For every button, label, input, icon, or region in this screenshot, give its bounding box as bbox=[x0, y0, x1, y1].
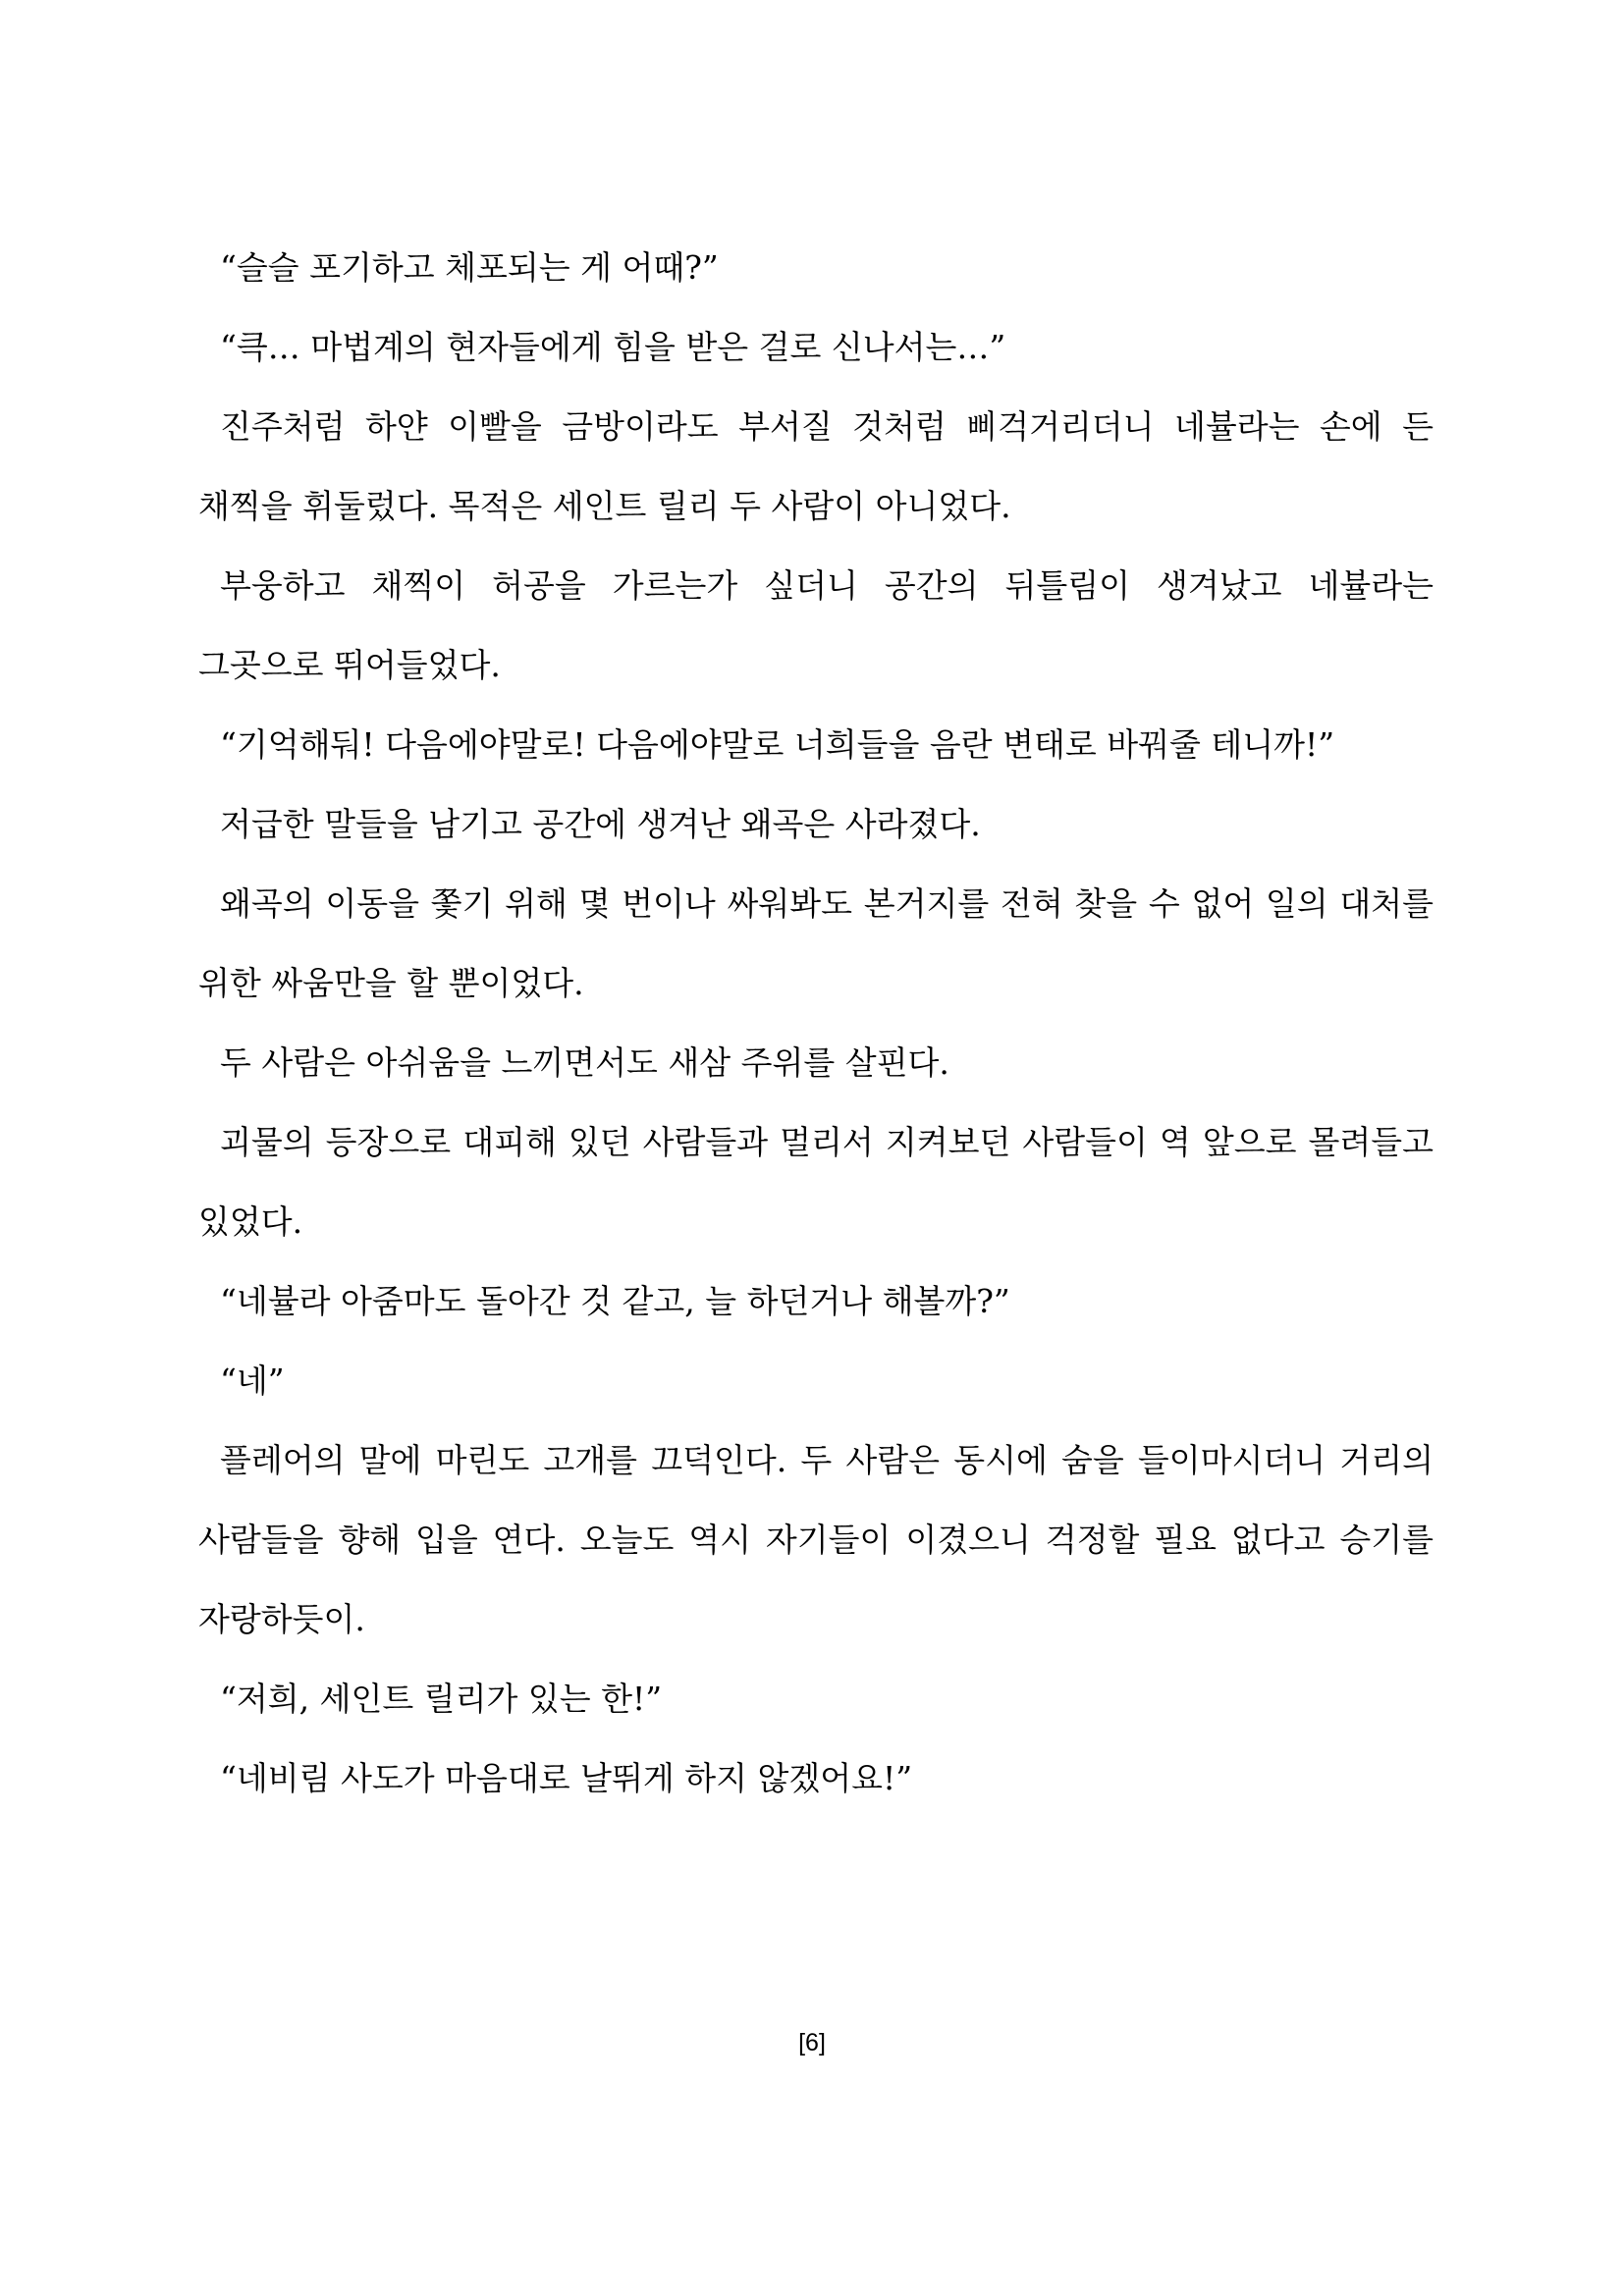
paragraph: “네비림 사도가 마음대로 날뛰게 하지 않겠어요!” bbox=[220, 1759, 913, 1797]
text-body bbox=[198, 228, 1434, 1818]
paragraph: 저급한 말들을 남기고 공간에 생겨난 왜곡은 사라졌다. bbox=[220, 805, 981, 843]
paragraph: “저희, 세인트 릴리가 있는 한!” bbox=[220, 1680, 663, 1718]
paragraph: 진주처럼 하얀 이빨을 금방이라도 부서질 것처럼 삐걱거리더니 네뷸라는 손에 든 채찍을 휘둘렀다. 목적은 세인트 릴리 두 사람이 아니었다. bbox=[198, 407, 1434, 525]
paragraph: 괴물의 등장으로 대피해 있던 사람들과 멀리서 지켜보던 사람들이 역 앞으로 몰려들고 있었다. bbox=[198, 1123, 1434, 1241]
paragraph: 두 사람은 아쉬움을 느끼면서도 새삼 주위를 살핀다. bbox=[220, 1043, 949, 1082]
paragraph: 왜곡의 이동을 쫓기 위해 몇 번이나 싸워봐도 본거지를 전혀 찾을 수 없어 일의 대처를 위한 싸움만을 할 뿐이었다. bbox=[198, 884, 1434, 1002]
page-number: [6] bbox=[798, 2029, 826, 2056]
paragraph: “큭… 마법계의 현자들에게 힘을 받은 걸로 신나서는…” bbox=[220, 328, 1006, 366]
paragraph: “기억해둬! 다음에야말로! 다음에야말로 너희들을 음란 변태로 바꿔줄 테니까!” bbox=[220, 725, 1335, 764]
paragraph: 플레어의 말에 마린도 고개를 끄덕인다. 두 사람은 동시에 숨을 들이마시더니 거리의 사람들을 향해 입을 연다. 오늘도 역시 자기들이 이겼으니 걱정할 필요 없다고 승기를 자랑하듯이. bbox=[198, 1441, 1434, 1638]
paragraph: 부웅하고 채찍이 허공을 가르는가 싶더니 공간의 뒤틀림이 생겨났고 네뷸라는 그곳으로 뛰어들었다. bbox=[198, 566, 1434, 684]
paragraph: “네뷸라 아줌마도 돌아간 것 같고, 늘 하던거나 해볼까?” bbox=[220, 1282, 1010, 1320]
paragraph: “네” bbox=[220, 1362, 285, 1400]
paragraph: “슬슬 포기하고 체포되는 게 어때?” bbox=[220, 248, 719, 287]
